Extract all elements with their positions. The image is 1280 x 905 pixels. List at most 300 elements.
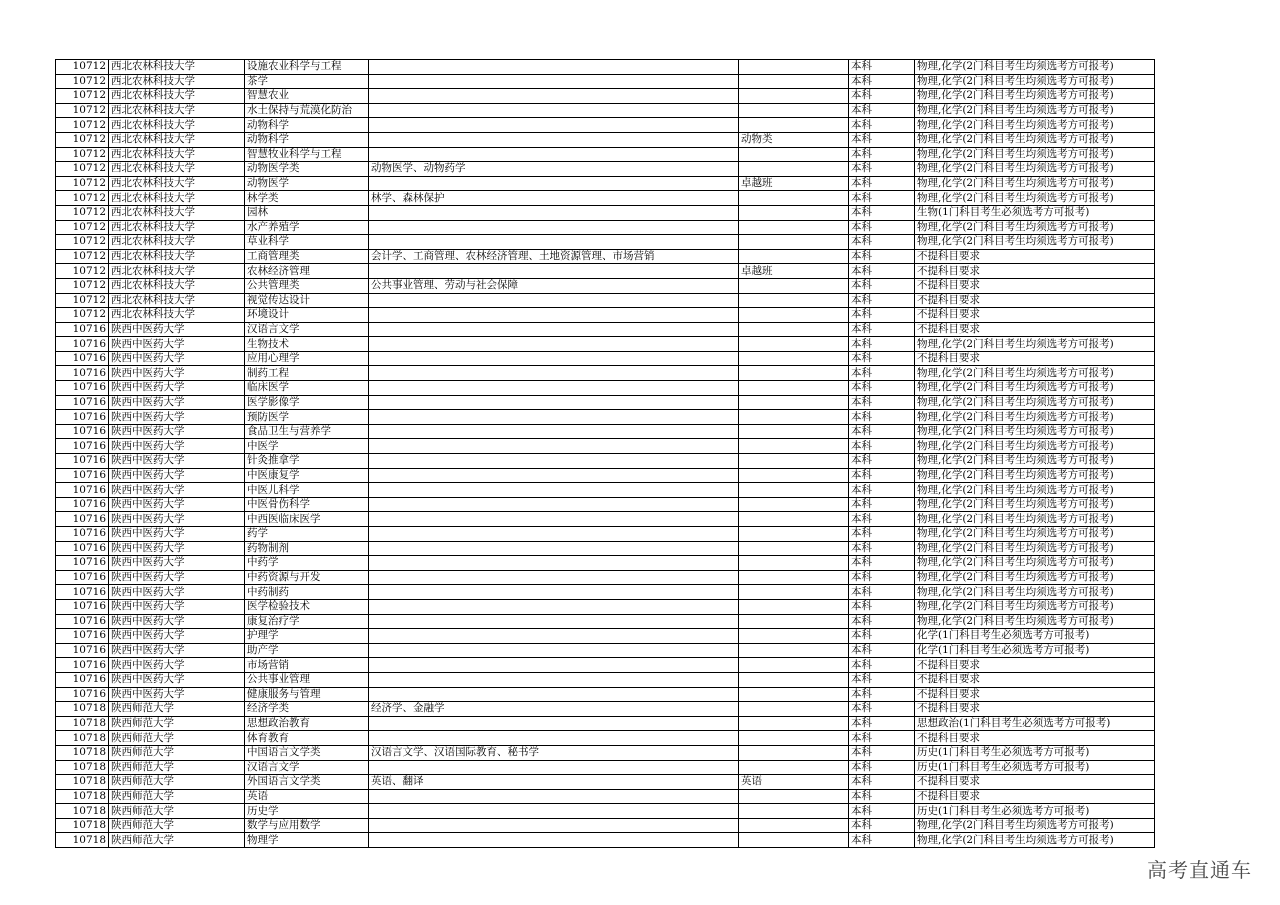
- level-cell: 本科: [849, 731, 915, 746]
- level-cell: 本科: [849, 556, 915, 571]
- school-name-cell: 西北农林科技大学: [109, 191, 245, 206]
- note-cell: [739, 337, 849, 352]
- note-cell: [739, 60, 849, 75]
- table-row: [56, 366, 1155, 381]
- included-majors-cell: [369, 629, 739, 644]
- subject-requirement-cell: 物理,化学(2门科目考生均须选考方可报考): [915, 570, 1155, 585]
- level-cell: 本科: [849, 235, 915, 250]
- note-cell: [739, 541, 849, 556]
- table-row: [56, 672, 1155, 687]
- table-row: [56, 789, 1155, 804]
- included-majors-cell: [369, 381, 739, 396]
- included-majors-cell: [369, 308, 739, 323]
- level-cell: 本科: [849, 424, 915, 439]
- subject-requirement-cell: 物理,化学(2门科目考生均须选考方可报考): [915, 60, 1155, 75]
- note-cell: [739, 322, 849, 337]
- major-cell: 药学: [245, 527, 369, 542]
- subject-requirement-cell: 物理,化学(2门科目考生均须选考方可报考): [915, 220, 1155, 235]
- school-name-cell: 陕西中医药大学: [109, 556, 245, 571]
- subject-requirement-cell: 不提科目要求: [915, 249, 1155, 264]
- level-cell: 本科: [849, 74, 915, 89]
- note-cell: [739, 468, 849, 483]
- note-cell: [739, 103, 849, 118]
- major-cell: 临床医学: [245, 381, 369, 396]
- school-name-cell: 陕西师范大学: [109, 775, 245, 790]
- school-code-cell: 10718: [56, 804, 109, 819]
- table-row: [56, 235, 1155, 250]
- note-cell: [739, 395, 849, 410]
- subject-requirement-cell: 物理,化学(2门科目考生均须选考方可报考): [915, 395, 1155, 410]
- school-name-cell: 陕西师范大学: [109, 731, 245, 746]
- major-cell: 助产学: [245, 643, 369, 658]
- included-majors-cell: [369, 103, 739, 118]
- school-name-cell: 陕西中医药大学: [109, 629, 245, 644]
- note-cell: [739, 570, 849, 585]
- major-cell: 医学影像学: [245, 395, 369, 410]
- included-majors-cell: [369, 643, 739, 658]
- level-cell: 本科: [849, 205, 915, 220]
- school-code-cell: 10716: [56, 322, 109, 337]
- school-code-cell: 10716: [56, 410, 109, 425]
- table-row: [56, 322, 1155, 337]
- school-name-cell: 陕西师范大学: [109, 804, 245, 819]
- level-cell: 本科: [849, 366, 915, 381]
- school-code-cell: 10716: [56, 512, 109, 527]
- school-code-cell: 10712: [56, 220, 109, 235]
- subject-requirement-cell: 物理,化学(2门科目考生均须选考方可报考): [915, 235, 1155, 250]
- table-row: [56, 264, 1155, 279]
- included-majors-cell: [369, 337, 739, 352]
- school-code-cell: 10716: [56, 483, 109, 498]
- included-majors-cell: [369, 541, 739, 556]
- subject-requirement-cell: 不提科目要求: [915, 351, 1155, 366]
- note-cell: [739, 833, 849, 848]
- note-cell: [739, 381, 849, 396]
- table-row: [56, 176, 1155, 191]
- school-name-cell: 陕西中医药大学: [109, 497, 245, 512]
- subject-requirement-cell: 物理,化学(2门科目考生均须选考方可报考): [915, 468, 1155, 483]
- included-majors-cell: [369, 804, 739, 819]
- note-cell: [739, 483, 849, 498]
- level-cell: 本科: [849, 147, 915, 162]
- subject-requirement-cell: 物理,化学(2门科目考生均须选考方可报考): [915, 147, 1155, 162]
- school-code-cell: 10712: [56, 147, 109, 162]
- level-cell: 本科: [849, 483, 915, 498]
- major-cell: 智慧牧业科学与工程: [245, 147, 369, 162]
- subject-requirement-cell: 物理,化学(2门科目考生均须选考方可报考): [915, 585, 1155, 600]
- school-code-cell: 10716: [56, 439, 109, 454]
- school-code-cell: 10712: [56, 308, 109, 323]
- included-majors-cell: [369, 118, 739, 133]
- school-name-cell: 陕西师范大学: [109, 789, 245, 804]
- subject-requirement-cell: 物理,化学(2门科目考生均须选考方可报考): [915, 818, 1155, 833]
- subject-requirement-cell: 物理,化学(2门科目考生均须选考方可报考): [915, 833, 1155, 848]
- major-cell: 智慧农业: [245, 89, 369, 104]
- subject-requirement-cell: 物理,化学(2门科目考生均须选考方可报考): [915, 483, 1155, 498]
- included-majors-cell: [369, 132, 739, 147]
- subject-requirement-cell: 物理,化学(2门科目考生均须选考方可报考): [915, 162, 1155, 177]
- included-majors-cell: [369, 570, 739, 585]
- included-majors-cell: [369, 512, 739, 527]
- included-majors-cell: [369, 74, 739, 89]
- major-cell: 园林: [245, 205, 369, 220]
- school-name-cell: 西北农林科技大学: [109, 176, 245, 191]
- note-cell: [739, 439, 849, 454]
- subject-requirement-cell: 不提科目要求: [915, 264, 1155, 279]
- major-cell: 针灸推拿学: [245, 454, 369, 469]
- table-row: [56, 381, 1155, 396]
- included-majors-cell: [369, 205, 739, 220]
- school-name-cell: 陕西师范大学: [109, 833, 245, 848]
- included-majors-cell: [369, 833, 739, 848]
- table-row: [56, 643, 1155, 658]
- major-cell: 制药工程: [245, 366, 369, 381]
- school-name-cell: 西北农林科技大学: [109, 118, 245, 133]
- table-row: [56, 132, 1155, 147]
- school-code-cell: 10718: [56, 731, 109, 746]
- note-cell: [739, 818, 849, 833]
- major-cell: 水土保持与荒漠化防治: [245, 103, 369, 118]
- subject-requirement-cell: 物理,化学(2门科目考生均须选考方可报考): [915, 103, 1155, 118]
- table-row: [56, 220, 1155, 235]
- subject-requirement-cell: 不提科目要求: [915, 278, 1155, 293]
- table-row: [56, 731, 1155, 746]
- school-name-cell: 陕西中医药大学: [109, 512, 245, 527]
- level-cell: 本科: [849, 89, 915, 104]
- major-cell: 生物技术: [245, 337, 369, 352]
- included-majors-cell: [369, 687, 739, 702]
- note-cell: [739, 804, 849, 819]
- major-cell: 外国语言文学类: [245, 775, 369, 790]
- subject-requirement-cell: 物理,化学(2门科目考生均须选考方可报考): [915, 614, 1155, 629]
- school-name-cell: 西北农林科技大学: [109, 147, 245, 162]
- included-majors-cell: [369, 818, 739, 833]
- table-row: [56, 308, 1155, 323]
- school-name-cell: 陕西中医药大学: [109, 395, 245, 410]
- school-name-cell: 陕西中医药大学: [109, 351, 245, 366]
- level-cell: 本科: [849, 658, 915, 673]
- major-cell: 中药资源与开发: [245, 570, 369, 585]
- major-cell: 中医骨伤科学: [245, 497, 369, 512]
- note-cell: [739, 351, 849, 366]
- school-code-cell: 10718: [56, 716, 109, 731]
- table-row: [56, 454, 1155, 469]
- school-code-cell: 10712: [56, 162, 109, 177]
- subject-requirement-cell: 物理,化学(2门科目考生均须选考方可报考): [915, 527, 1155, 542]
- school-code-cell: 10712: [56, 118, 109, 133]
- included-majors-cell: [369, 351, 739, 366]
- table-row: [56, 205, 1155, 220]
- included-majors-cell: 动物医学、动物药学: [369, 162, 739, 177]
- school-code-cell: 10712: [56, 278, 109, 293]
- subject-requirement-cell: 不提科目要求: [915, 731, 1155, 746]
- note-cell: [739, 687, 849, 702]
- note-cell: [739, 293, 849, 308]
- major-cell: 农林经济管理: [245, 264, 369, 279]
- major-cell: 护理学: [245, 629, 369, 644]
- school-name-cell: 陕西中医药大学: [109, 322, 245, 337]
- note-cell: [739, 191, 849, 206]
- school-name-cell: 西北农林科技大学: [109, 74, 245, 89]
- level-cell: 本科: [849, 745, 915, 760]
- level-cell: 本科: [849, 527, 915, 542]
- included-majors-cell: [369, 220, 739, 235]
- major-cell: 数学与应用数学: [245, 818, 369, 833]
- level-cell: 本科: [849, 541, 915, 556]
- included-majors-cell: [369, 410, 739, 425]
- level-cell: 本科: [849, 293, 915, 308]
- level-cell: 本科: [849, 789, 915, 804]
- note-cell: [739, 497, 849, 512]
- level-cell: 本科: [849, 220, 915, 235]
- school-name-cell: 陕西中医药大学: [109, 643, 245, 658]
- school-name-cell: 陕西中医药大学: [109, 483, 245, 498]
- level-cell: 本科: [849, 570, 915, 585]
- subject-requirement-cell: 物理,化学(2门科目考生均须选考方可报考): [915, 512, 1155, 527]
- major-cell: 公共事业管理: [245, 672, 369, 687]
- included-majors-cell: [369, 147, 739, 162]
- included-majors-cell: [369, 614, 739, 629]
- subject-requirement-cell: 物理,化学(2门科目考生均须选考方可报考): [915, 439, 1155, 454]
- major-cell: 预防医学: [245, 410, 369, 425]
- note-cell: [739, 745, 849, 760]
- school-name-cell: 陕西中医药大学: [109, 614, 245, 629]
- table-row: [56, 818, 1155, 833]
- subject-requirement-cell: 历史(1门科目考生必须选考方可报考): [915, 745, 1155, 760]
- table-row: [56, 103, 1155, 118]
- table-row: [56, 512, 1155, 527]
- included-majors-cell: [369, 672, 739, 687]
- note-cell: [739, 629, 849, 644]
- school-code-cell: 10712: [56, 132, 109, 147]
- table-row: [56, 599, 1155, 614]
- school-code-cell: 10716: [56, 454, 109, 469]
- watermark-logo: 高考直通车: [1147, 858, 1252, 882]
- note-cell: 卓越班: [739, 176, 849, 191]
- level-cell: 本科: [849, 804, 915, 819]
- subject-requirement-cell: 物理,化学(2门科目考生均须选考方可报考): [915, 424, 1155, 439]
- school-code-cell: 10712: [56, 205, 109, 220]
- level-cell: 本科: [849, 833, 915, 848]
- table-row: [56, 468, 1155, 483]
- school-name-cell: 西北农林科技大学: [109, 220, 245, 235]
- major-cell: 中医学: [245, 439, 369, 454]
- school-name-cell: 西北农林科技大学: [109, 162, 245, 177]
- note-cell: [739, 410, 849, 425]
- school-code-cell: 10716: [56, 424, 109, 439]
- included-majors-cell: [369, 439, 739, 454]
- major-cell: 动物科学: [245, 118, 369, 133]
- school-code-cell: 10716: [56, 687, 109, 702]
- included-majors-cell: [369, 585, 739, 600]
- school-name-cell: 陕西师范大学: [109, 818, 245, 833]
- note-cell: [739, 512, 849, 527]
- included-majors-cell: [369, 497, 739, 512]
- table-row: [56, 293, 1155, 308]
- note-cell: [739, 220, 849, 235]
- subject-requirement-cell: 不提科目要求: [915, 308, 1155, 323]
- major-cell: 茶学: [245, 74, 369, 89]
- school-name-cell: 西北农林科技大学: [109, 308, 245, 323]
- major-cell: 英语: [245, 789, 369, 804]
- included-majors-cell: [369, 395, 739, 410]
- school-code-cell: 10712: [56, 264, 109, 279]
- included-majors-cell: [369, 483, 739, 498]
- major-cell: 动物医学: [245, 176, 369, 191]
- included-majors-cell: [369, 468, 739, 483]
- table-row: [56, 629, 1155, 644]
- table-row: [56, 483, 1155, 498]
- included-majors-cell: [369, 556, 739, 571]
- major-cell: 医学检验技术: [245, 599, 369, 614]
- table-row: [56, 716, 1155, 731]
- school-name-cell: 西北农林科技大学: [109, 205, 245, 220]
- note-cell: [739, 527, 849, 542]
- subject-requirement-cell: 物理,化学(2门科目考生均须选考方可报考): [915, 337, 1155, 352]
- level-cell: 本科: [849, 132, 915, 147]
- major-cell: 视觉传达设计: [245, 293, 369, 308]
- level-cell: 本科: [849, 468, 915, 483]
- school-name-cell: 陕西师范大学: [109, 745, 245, 760]
- note-cell: [739, 702, 849, 717]
- table-row: [56, 395, 1155, 410]
- level-cell: 本科: [849, 614, 915, 629]
- school-name-cell: 陕西中医药大学: [109, 672, 245, 687]
- subject-requirement-cell: 思想政治(1门科目考生必须选考方可报考): [915, 716, 1155, 731]
- note-cell: [739, 643, 849, 658]
- note-cell: [739, 147, 849, 162]
- level-cell: 本科: [849, 103, 915, 118]
- included-majors-cell: [369, 599, 739, 614]
- table-row: [56, 439, 1155, 454]
- note-cell: [739, 760, 849, 775]
- table-row: [56, 658, 1155, 673]
- school-code-cell: 10716: [56, 337, 109, 352]
- school-code-cell: 10716: [56, 672, 109, 687]
- school-code-cell: 10716: [56, 658, 109, 673]
- subject-requirement-cell: 不提科目要求: [915, 775, 1155, 790]
- school-code-cell: 10718: [56, 745, 109, 760]
- school-name-cell: 陕西中医药大学: [109, 439, 245, 454]
- school-code-cell: 10716: [56, 497, 109, 512]
- subject-requirement-cell: 物理,化学(2门科目考生均须选考方可报考): [915, 366, 1155, 381]
- school-name-cell: 陕西中医药大学: [109, 454, 245, 469]
- note-cell: [739, 789, 849, 804]
- level-cell: 本科: [849, 395, 915, 410]
- school-name-cell: 陕西中医药大学: [109, 599, 245, 614]
- subject-requirement-cell: 不提科目要求: [915, 672, 1155, 687]
- note-cell: [739, 249, 849, 264]
- subject-requirement-cell: 物理,化学(2门科目考生均须选考方可报考): [915, 497, 1155, 512]
- major-cell: 康复治疗学: [245, 614, 369, 629]
- included-majors-cell: 汉语言文学、汉语国际教育、秘书学: [369, 745, 739, 760]
- subject-requirement-cell: 物理,化学(2门科目考生均须选考方可报考): [915, 89, 1155, 104]
- major-cell: 思想政治教育: [245, 716, 369, 731]
- note-cell: [739, 235, 849, 250]
- level-cell: 本科: [849, 351, 915, 366]
- school-code-cell: 10718: [56, 818, 109, 833]
- school-name-cell: 陕西中医药大学: [109, 424, 245, 439]
- school-code-cell: 10716: [56, 381, 109, 396]
- school-code-cell: 10712: [56, 89, 109, 104]
- school-code-cell: 10716: [56, 585, 109, 600]
- note-cell: [739, 89, 849, 104]
- note-cell: [739, 614, 849, 629]
- table-row: [56, 89, 1155, 104]
- major-cell: 草业科学: [245, 235, 369, 250]
- included-majors-cell: 林学、森林保护: [369, 191, 739, 206]
- level-cell: 本科: [849, 308, 915, 323]
- note-cell: [739, 205, 849, 220]
- table-row: [56, 745, 1155, 760]
- level-cell: 本科: [849, 60, 915, 75]
- school-name-cell: 陕西中医药大学: [109, 658, 245, 673]
- school-code-cell: 10712: [56, 103, 109, 118]
- school-name-cell: 西北农林科技大学: [109, 293, 245, 308]
- level-cell: 本科: [849, 322, 915, 337]
- school-code-cell: 10716: [56, 599, 109, 614]
- level-cell: 本科: [849, 716, 915, 731]
- school-code-cell: 10718: [56, 789, 109, 804]
- note-cell: [739, 118, 849, 133]
- table-row: [56, 556, 1155, 571]
- major-cell: 汉语言文学: [245, 322, 369, 337]
- level-cell: 本科: [849, 162, 915, 177]
- level-cell: 本科: [849, 176, 915, 191]
- school-code-cell: 10712: [56, 191, 109, 206]
- note-cell: [739, 716, 849, 731]
- school-code-cell: 10718: [56, 775, 109, 790]
- school-name-cell: 陕西中医药大学: [109, 468, 245, 483]
- table-row: [56, 337, 1155, 352]
- table-row: [56, 527, 1155, 542]
- level-cell: 本科: [849, 497, 915, 512]
- level-cell: 本科: [849, 249, 915, 264]
- major-cell: 物理学: [245, 833, 369, 848]
- school-code-cell: 10716: [56, 614, 109, 629]
- school-code-cell: 10712: [56, 60, 109, 75]
- level-cell: 本科: [849, 512, 915, 527]
- subject-requirement-cell: 不提科目要求: [915, 789, 1155, 804]
- school-code-cell: 10712: [56, 249, 109, 264]
- school-code-cell: 10718: [56, 833, 109, 848]
- level-cell: 本科: [849, 599, 915, 614]
- major-cell: 历史学: [245, 804, 369, 819]
- major-cell: 市场营销: [245, 658, 369, 673]
- level-cell: 本科: [849, 264, 915, 279]
- level-cell: 本科: [849, 672, 915, 687]
- major-cell: 公共管理类: [245, 278, 369, 293]
- school-code-cell: 10716: [56, 556, 109, 571]
- school-code-cell: 10712: [56, 176, 109, 191]
- school-name-cell: 陕西师范大学: [109, 760, 245, 775]
- major-cell: 体育教育: [245, 731, 369, 746]
- table-row: [56, 760, 1155, 775]
- table-row: [56, 541, 1155, 556]
- included-majors-cell: [369, 731, 739, 746]
- included-majors-cell: 会计学、工商管理、农林经济管理、土地资源管理、市场营销: [369, 249, 739, 264]
- major-cell: 经济学类: [245, 702, 369, 717]
- included-majors-cell: [369, 527, 739, 542]
- school-name-cell: 西北农林科技大学: [109, 60, 245, 75]
- note-cell: [739, 556, 849, 571]
- subject-requirement-cell: 物理,化学(2门科目考生均须选考方可报考): [915, 118, 1155, 133]
- note-cell: [739, 454, 849, 469]
- table-row: [56, 162, 1155, 177]
- subject-requirement-cell: 历史(1门科目考生必须选考方可报考): [915, 804, 1155, 819]
- level-cell: 本科: [849, 818, 915, 833]
- table-row: [56, 833, 1155, 848]
